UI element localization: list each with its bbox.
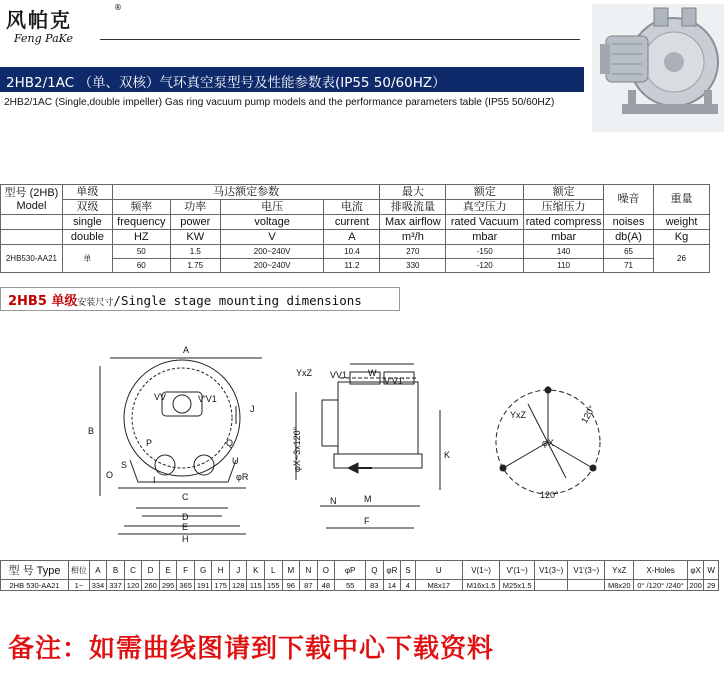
h-airflow-unit: m³/h (380, 230, 446, 245)
cell-voltage-0: 200~240V (220, 245, 324, 259)
dim-h: N (300, 561, 318, 580)
svg-text:φX~3x120°: φX~3x120° (292, 426, 302, 472)
svg-text:φX: φX (542, 438, 554, 448)
dim-h: M (282, 561, 300, 580)
svg-text:O: O (106, 470, 114, 480)
dim-cell: M25x1.5 (500, 580, 535, 591)
h-power-cn: 功率 (170, 200, 220, 215)
dim-h: X-Holes (634, 561, 688, 580)
h-airflow-en: Max airflow (380, 215, 446, 230)
dim-h: F (177, 561, 195, 580)
dim-h: L (265, 561, 283, 580)
dimension-table (0, 560, 719, 591)
section-heading-cn: 安装尺寸 (77, 298, 114, 308)
dim-h: A (89, 561, 107, 580)
dim-cell: 14 (383, 580, 401, 591)
svg-text:V'V1: V'V1 (198, 394, 217, 404)
h-single-en: single (62, 215, 112, 230)
dim-h: W (704, 561, 719, 580)
cell-power-1: 1.75 (170, 259, 220, 273)
h-unit-spacer (1, 230, 63, 245)
table-title: 2HB2/1AC （单、双核）气环真空泵型号及性能参数表(IP55 50/60HZ） (6, 75, 446, 91)
dim-h: G (194, 561, 212, 580)
dim-h: V1(3~) (535, 561, 568, 580)
dim-h: E (159, 561, 177, 580)
dim-cell: 200 (689, 580, 702, 590)
cell-compress-1: 110 (524, 259, 604, 273)
section-heading-red: 2HB5 单级 (8, 294, 78, 309)
dim-cell: 4 (401, 580, 415, 591)
dim-cell: 337 (107, 580, 125, 591)
svg-text:VV1: VV1 (330, 370, 348, 380)
h-double-en: double (62, 230, 112, 245)
dim-cell: M8x17 (415, 580, 462, 591)
front-view (100, 358, 262, 534)
cell-noise-0: 65 (604, 245, 654, 259)
spec-table (0, 184, 710, 273)
h-freq-en: frequency (112, 215, 170, 230)
cell-compress-0: 140 (524, 245, 604, 259)
svg-text:Q: Q (226, 438, 234, 448)
h-airflow-2: 排吸流量 (380, 200, 446, 215)
h-voltage-en: voltage (220, 215, 324, 230)
dim-cell: 29 (704, 580, 719, 591)
svg-text:C: C (182, 492, 189, 502)
h-freq-cn: 频率 (112, 200, 170, 215)
table-subtitle: 2HB2/1AC (Single,double impeller) Gas ring vacuum pump models and the performance parameters table (IP55 50/60HZ) (4, 97, 555, 108)
pump-photo (592, 4, 724, 132)
h-current-en: current (324, 215, 380, 230)
dim-h: H (212, 561, 230, 580)
dim-h: D (142, 561, 160, 580)
svg-text:J: J (250, 404, 255, 414)
dim-cell: 128 (229, 580, 247, 591)
title-bar (0, 67, 584, 92)
drawing-labels (88, 345, 597, 544)
svg-text:YxZ: YxZ (510, 410, 527, 420)
svg-text:S: S (121, 460, 128, 470)
dim-cell: 48 (317, 580, 335, 591)
dim-h: U (415, 561, 462, 580)
svg-text:E: E (182, 522, 189, 532)
logo-english: Feng PaKe (14, 32, 74, 45)
h-noise-en: noises (604, 215, 654, 230)
svg-text:H: H (182, 534, 189, 544)
dim-cell: M16x1.5 (463, 580, 500, 591)
dim-cell: 175 (212, 580, 230, 591)
h-model-spacer (1, 215, 63, 230)
dim-h: YxZ (605, 561, 634, 580)
footer-note: 备注：如需曲线图请到下载中心下载资料 (8, 634, 495, 664)
h-motor: 马达额定参数 (112, 185, 380, 200)
h-double-cn: 双级 (62, 200, 112, 215)
svg-text:U: U (232, 456, 239, 466)
h-compress-2: 压缩压力 (524, 200, 604, 215)
h-voltage-cn: 电压 (220, 200, 324, 215)
dim-h: Q (366, 561, 384, 580)
dim-cell: 96 (282, 580, 300, 591)
dim-h: φX (687, 561, 704, 580)
svg-text:120°: 120° (579, 403, 598, 425)
registered-mark: ® (114, 3, 122, 12)
dim-h: J (229, 561, 247, 580)
svg-text:V'V1': V'V1' (384, 376, 405, 386)
h-noise-cn: 噪音 (604, 185, 654, 215)
dim-h: V'(1~) (500, 561, 535, 580)
h-current-cn: 电流 (324, 200, 380, 215)
dim-h: B (107, 561, 125, 580)
svg-text:I: I (153, 475, 156, 485)
dim-cell: 83 (366, 580, 384, 591)
dim-cell: 0° /120° /240° (634, 580, 688, 591)
dim-h: O (317, 561, 335, 580)
dim-cell: 115 (247, 580, 265, 591)
cell-airflow-0: 270 (380, 245, 446, 259)
dim-cell: 295 (159, 580, 177, 591)
svg-text:YxZ: YxZ (296, 368, 313, 378)
h-noise-unit: db(A) (604, 230, 654, 245)
dim-h: φP (335, 561, 366, 580)
dim-cell-phase: 1~ (69, 580, 90, 591)
svg-text:M: M (364, 494, 372, 504)
svg-text:VV: VV (154, 392, 167, 402)
logo-chinese: 风帕克 (6, 8, 72, 32)
h-current-unit: A (324, 230, 380, 245)
svg-text:φR: φR (236, 472, 249, 482)
dim-h: C (124, 561, 142, 580)
svg-text:A: A (183, 345, 190, 355)
h-vacuum-en: rated Vacuum (446, 215, 524, 230)
h-weight-cn: 重量 (653, 185, 709, 215)
cell-power-0: 1.5 (170, 245, 220, 259)
cell-airflow-1: 330 (380, 259, 446, 273)
h-compress-1: 额定 (524, 185, 604, 200)
dim-cell: 365 (177, 580, 195, 591)
cell-freq-0: 50 (112, 245, 170, 259)
section-heading (8, 290, 362, 309)
dim-cell: 155 (265, 580, 283, 591)
svg-text:D: D (182, 512, 189, 522)
h-vacuum-unit: mbar (446, 230, 524, 245)
cell-vacuum-0: -150 (446, 245, 524, 259)
dim-h: V1'(3~) (568, 561, 605, 580)
h-single: 单级 (62, 185, 112, 200)
dim-cell (535, 580, 568, 591)
h-voltage-unit: V (220, 230, 324, 245)
dim-cell: 334 (89, 580, 107, 591)
h-vacuum-2: 真空压力 (446, 200, 524, 215)
dim-cell: 55 (335, 580, 366, 591)
cell-freq-1: 60 (112, 259, 170, 273)
h-power-en: power (170, 215, 220, 230)
h-model: 型号 (2HB) Model (1, 185, 63, 215)
h-weight-en: weight (653, 215, 709, 230)
svg-text:K: K (444, 450, 451, 460)
dim-h: φR (383, 561, 401, 580)
svg-text:N: N (330, 496, 337, 506)
dim-h: K (247, 561, 265, 580)
dim-h: S (401, 561, 415, 580)
cell-noise-1: 71 (604, 259, 654, 273)
h-power-unit: KW (170, 230, 220, 245)
dim-cell: 260 (142, 580, 160, 591)
header-rule (100, 39, 580, 40)
dim-cell: 87 (300, 580, 318, 591)
h-freq-unit: HZ (112, 230, 170, 245)
dim-cell: 191 (194, 580, 212, 591)
cell-current-1: 11.2 (324, 259, 380, 273)
cell-current-0: 10.4 (324, 245, 380, 259)
dim-h-model: 型 号 Type (1, 561, 69, 580)
cell-model: 2HB530-AA21 (1, 245, 63, 273)
dim-cell: M8x20 (605, 580, 634, 591)
svg-text:120°: 120° (540, 490, 559, 500)
h-airflow-1: 最大 (380, 185, 446, 200)
cell-voltage-1: 200~240V (220, 259, 324, 273)
h-compress-unit: mbar (524, 230, 604, 245)
svg-text:W: W (368, 368, 377, 378)
cell-vacuum-1: -120 (446, 259, 524, 273)
svg-text:B: B (88, 426, 95, 436)
svg-text:P: P (146, 438, 153, 448)
h-compress-en: rated compress (524, 215, 604, 230)
svg-text:F: F (364, 516, 370, 526)
dim-cell: 120 (124, 580, 142, 591)
cell-weight: 26 (653, 245, 709, 273)
mounting-drawings (0, 320, 727, 544)
h-weight-unit: Kg (653, 230, 709, 245)
dim-h-phase: 相位 (69, 561, 90, 580)
h-vacuum-1: 额定 (446, 185, 524, 200)
cell-stage: 单 (62, 245, 112, 273)
dim-cell-model: 2HB 530-AA21 (1, 580, 69, 591)
dim-cell (568, 580, 605, 591)
section-heading-en: /Single stage mounting dimensions (113, 293, 362, 308)
dim-h: V(1~) (463, 561, 500, 580)
